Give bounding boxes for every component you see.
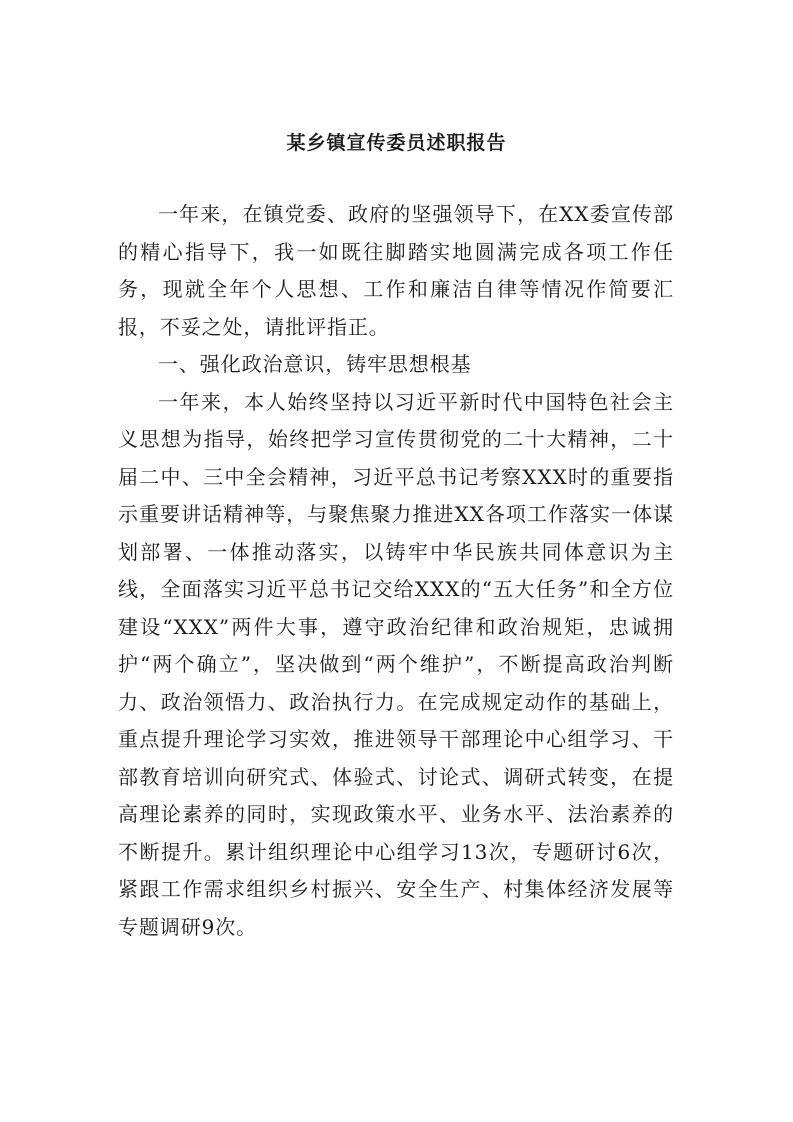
intro-paragraph: 一年来，在镇党委、政府的坚强领导下，在XX委宣传部的精心指导下，我一如既往脚踏实地圆满完成各项工作任务，现就全年个人思想、工作和廉洁自律等情况作简要汇报，不妥之处，请批评指正。 [118, 202, 674, 339]
document-title: 某乡镇宣传委员述职报告 [286, 132, 507, 154]
document-body [118, 196, 674, 946]
section-paragraph: 一年来，本人始终坚持以习近平新时代中国特色社会主义思想为指导，始终把学习宣传贯彻党的二十大精神，二十届二中、三中全会精神，习近平总书记考察XXX时的重要指示重要讲话精神等，与聚焦聚力推进XX各项工作落实一体谋划部署、一体推动落实，以铸牢中华民族共同体意识为主线，全面落实习近平总书记交给XXX的“五大任务”和全方位建设“XXX”两件大事，遵守政治纪律和政治规矩，忠诚拥护“两个确立”，坚决做到“两个维护”，不断提高政治判断力、政治领悟力、政治执行力。在完成规定动作的基础上，重点提升理论学习实效，推进领导干部理论中心组学习、干部教育培训向研究式、体验式、讨论式、调研式转变，在提高理论素养的同时，实现政策水平、业务水平、法治素养的不断提升。累计组织理论中心组学习13次，专题研讨6次，紧跟工作需求组织乡村振兴、安全生产、村集体经济发展等专题调研9次。 [118, 389, 674, 939]
section-heading: 一、强化政治意识，铸牢思想根基 [158, 352, 472, 376]
